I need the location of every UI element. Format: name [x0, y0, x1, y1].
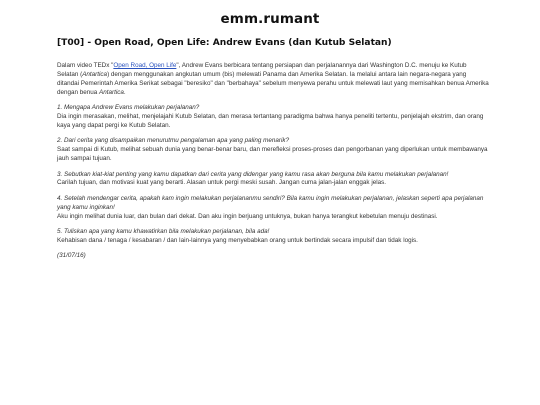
qa-item-4 — [57, 195, 489, 222]
intro-antartica-2: Antartica — [99, 88, 124, 96]
intro-antartica-1: Antartica — [82, 70, 108, 78]
qa-item-5 — [57, 228, 489, 246]
question-3: 3. Sebutkan kiat-kiat penting yang kamu dapatkan dari cerita yang didengar yang kamu rasa akan berguna bila kamu melakukan perjalanan! — [57, 170, 449, 178]
qa-item-2 — [57, 137, 489, 164]
answer-2: Saat sampai di Kutub, melihat sebuah dunia yang benar-benar baru, dan merefleksi proses-proses dan pengorbanan yang diperlukan untuk membawanya jauh sampai tujuan. — [57, 146, 488, 163]
answer-5: Kehabisan dana / tenaga / kesabaran / dan lain-lainnya yang menyebabkan orang untuk bertindak secara impulsif dan tidak logis. — [57, 237, 418, 244]
qa-item-1 — [57, 104, 489, 131]
intro-text-2: ", Andrew Evans berbicara tentang persiapan dan perjalanannya dari Washington D.C. menuju ke Kutub Selatan ( — [57, 62, 467, 78]
qa-item-3 — [57, 171, 489, 189]
post-body — [57, 62, 489, 261]
video-link[interactable]: Open Road, Open Life — [113, 62, 177, 69]
article — [57, 38, 489, 268]
question-4: 4. Setelah mendengar cerita, apakah kam ingin melakukan perjalananmu sendiri? Bila kamu ingin melakukan perjalanan, jelaskan seperti apa perjalanan yang kamu inginkan! — [57, 194, 484, 211]
intro-text-4: . — [123, 88, 126, 96]
intro-text-3: ) dengan menggunakan angkutan umum (bis) melewati Panama dan Amerika Selatan. Ia melalui antara lain negara-negara yang ditandai Pemerintah Amerika Serikat sebagai "beresiko" dan "berbahaya" sebelum menyewa perahu untuk melewati laut yang memisahkan benua Amerika dengan benua — [57, 70, 489, 96]
question-5: 5. Tuliskan apa yang kamu khawatirkan bila melakukan perjalanan, bila ada! — [57, 228, 270, 236]
intro-paragraph — [57, 62, 489, 98]
intro-text-1: Dalam video TEDx " — [57, 62, 114, 69]
site-title[interactable]: emm.rumant — [220, 11, 320, 27]
answer-4: Aku ingin melihat dunia luar, dan bulan dari dekat. Dan aku ingin berjuang untuknya, bukan hanya terangkut kebetulan menuju destinasi. — [57, 212, 438, 220]
answer-3: Carilah tujuan, dan motivasi kuat yang berarti. Alasan untuk pergi meski susah. Jangan cuma jalan-jalan enggak jelas. — [57, 179, 387, 187]
question-1: 1. Mengapa Andrew Evans melakukan perjalanan? — [57, 104, 200, 112]
answer-1: Dia ingin merasakan, melihat, menjelajahi Kutub Selatan, dan merasa tertantang paradigma bahwa hanya peneliti tertentu, penjelajah ekstrim, dan orang kaya yang dapat pergi ke Kutub Selatan. — [57, 113, 484, 129]
question-2: 2. Dari cerita yang disampaikan menurutmu pengalaman apa yang paling menarik? — [57, 137, 290, 145]
post-title[interactable]: [T00] - Open Road, Open Life: Andrew Evans (dan Kutub Selatan) — [57, 38, 392, 48]
post-date: (31/07/16) — [57, 252, 86, 260]
